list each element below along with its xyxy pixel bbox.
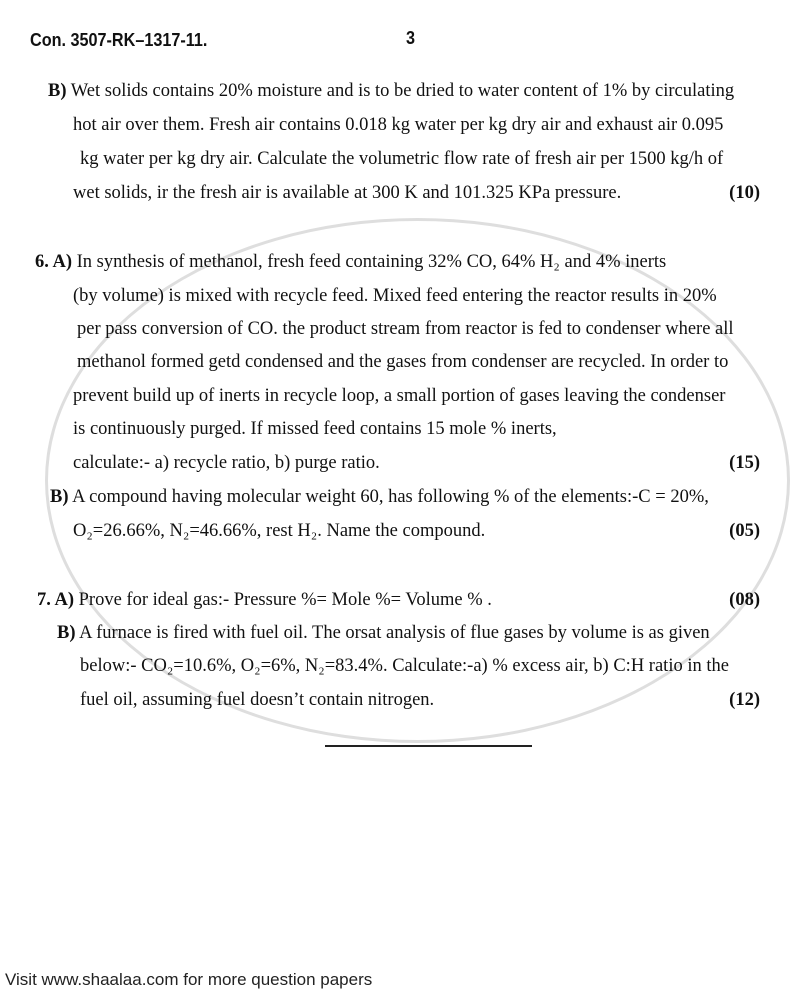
question-line: methanol formed getd condensed and the gases from condenser are recycled. In order to [77, 352, 729, 372]
marks: (10) [729, 183, 760, 203]
question-line: wet solids, ir the fresh air is available at 300 K and 101.325 KPa pressure. [73, 183, 622, 203]
end-rule [325, 745, 532, 747]
question-line: is continuously purged. If missed feed contains 15 mole % inerts, [73, 419, 557, 439]
question-line [37, 589, 492, 611]
marks: (05) [729, 521, 760, 541]
question-line: (by volume) is mixed with recycle feed. Mixed feed entering the reactor results in 20% [73, 286, 717, 306]
question-line [57, 622, 710, 644]
question-line: fuel oil, assuming fuel doesn’t contain nitrogen. [80, 690, 435, 710]
question-label: B) [48, 81, 67, 101]
marks: (08) [729, 590, 760, 610]
question-line: O₂=26.66%, N₂=46.66%, rest H₂. Name the compound. [73, 521, 486, 541]
question-label: 6. A) [35, 252, 72, 272]
question-label: B) [50, 487, 69, 507]
paper-code: Con. 3507-RK–1317-11. [30, 30, 208, 50]
marks: (15) [729, 453, 760, 473]
question-line: per pass conversion of CO. the product stream from reactor is fed to condenser where all [77, 319, 734, 339]
question-label: B) [57, 623, 76, 643]
question-text: Prove for ideal gas:- Pressure %= Mole %= Volume % . [78, 590, 492, 610]
footer-text: Visit www.shaalaa.com for more question papers [5, 970, 373, 989]
question-line: kg water per kg dry air. Calculate the volumetric flow rate of fresh air per 1500 kg/h of [80, 149, 724, 169]
question-text: In synthesis of methanol, fresh feed containing 32% CO, 64% H₂ and 4% inerts [76, 252, 667, 272]
question-text: Wet solids contains 20% moisture and is to be dried to water content of 1% by circulating [70, 81, 735, 101]
question-text: A furnace is fired with fuel oil. The orsat analysis of flue gases by volume is as given [79, 623, 710, 643]
question-line [48, 80, 734, 102]
question-line: prevent build up of inerts in recycle loop, a small portion of gases leaving the condenser [73, 386, 726, 406]
marks: (12) [729, 690, 760, 710]
page-number: 3 [406, 28, 416, 48]
question-text: A compound having molecular weight 60, has following % of the elements:-C = 20%, [72, 487, 709, 507]
question-line [50, 486, 709, 508]
question-line [35, 251, 666, 273]
question-label: 7. A) [37, 590, 74, 610]
question-line: below:- CO₂=10.6%, O₂=6%, N₂=83.4%. Calculate:-a) % excess air, b) C:H ratio in the [80, 656, 729, 676]
question-line: calculate:- a) recycle ratio, b) purge ratio. [73, 453, 380, 473]
question-line: hot air over them. Fresh air contains 0.018 kg water per kg dry air and exhaust air 0.095 [73, 115, 724, 135]
